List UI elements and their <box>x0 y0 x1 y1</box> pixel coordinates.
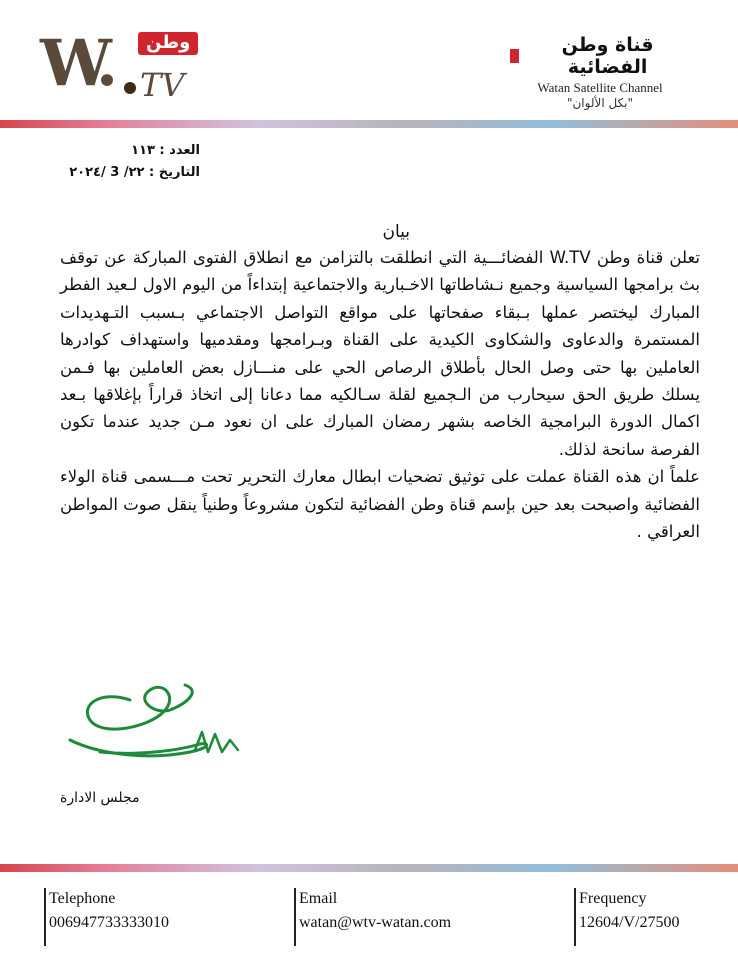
letter-paragraph: علماً ان هذه القناة عملت على توثيق تضحيات ابطال معارك التحرير تحت مـــسمى قناة الولاء الفضائية واصبحت بعد حين بإسم قناة وطن الفضائية لتكون مشروعاً وطنياً ينقل صوت المواطن العراقي . <box>60 467 700 542</box>
channel-name-ar-row <box>510 34 690 78</box>
footer-frequency <box>574 888 719 946</box>
footer-color-stripe <box>0 864 738 872</box>
frequency-label: Frequency <box>579 890 647 907</box>
channel-red-mark-icon <box>510 49 519 63</box>
channel-name-ar: قناة وطن الفضائية <box>561 34 654 78</box>
logo-dot <box>124 82 136 94</box>
handwritten-signature <box>60 660 250 770</box>
footer-telephone <box>44 888 259 946</box>
logo-tv-text: TV <box>140 66 185 104</box>
footer-email <box>294 888 519 946</box>
header-color-stripe <box>0 120 738 128</box>
channel-header <box>510 34 690 110</box>
frequency-value: 12604/V/27500 <box>579 914 680 931</box>
channel-slogan: "بكل الألوان" <box>566 96 634 110</box>
telephone-label: Telephone <box>49 890 116 907</box>
letter-title: بيان <box>382 222 410 242</box>
letter-number: العدد : ١١٣ <box>131 143 200 158</box>
letter-paragraph: تعلن قناة وطن W.TV الفضائـــية التي انطلقت بالتزامن مع انطلاق الفتوى المباركة عن توقف بث برامجها السياسية وجميع نـشاطاتها الاخـبارية والاجتماعية إبتداءاً من اليوم الاول لـعيد الفطر المبارك ليختصر عملها بـبقاء صفحاتها على مواقع التواصل الاجتماعي بـسبب التـهديدات المستمرة والدعاوى والشكاوى الكيدية على القناة وبـرامجها ومقدميها واستهداف كوادرها العاملين بها حتى وصل الحال بأطلاق الرصاص الحي على منـــازل بعض العاملين بها فـمن يسلك طريق الحق سيحارب من الـجميع لقلة سـالكيه مما دعانا إلى اتخاذ قراراً بإغلاقها بـعد اكمال الدورة البرامجية الخاصه بشهر رمضان المبارك على ان نعود مـن جديد عندما تكون الفرصة سانحة لذلك. <box>60 248 700 459</box>
wtv-logo <box>40 26 200 104</box>
signature-label: مجلس الادارة <box>60 790 140 806</box>
logo-badge: وطن <box>138 32 198 55</box>
email-value: watan@wtv-watan.com <box>299 914 452 931</box>
letter-body <box>60 222 700 545</box>
logo-w-letter: W. <box>40 26 113 101</box>
channel-name-en: Watan Satellite Channel <box>537 80 663 95</box>
letter-meta <box>40 140 200 184</box>
telephone-value: 006947733333010 <box>49 914 169 931</box>
email-label: Email <box>299 890 338 907</box>
letter-date: التاريخ : ٢٢/ 3 /٢٠٢٤ <box>69 165 200 180</box>
